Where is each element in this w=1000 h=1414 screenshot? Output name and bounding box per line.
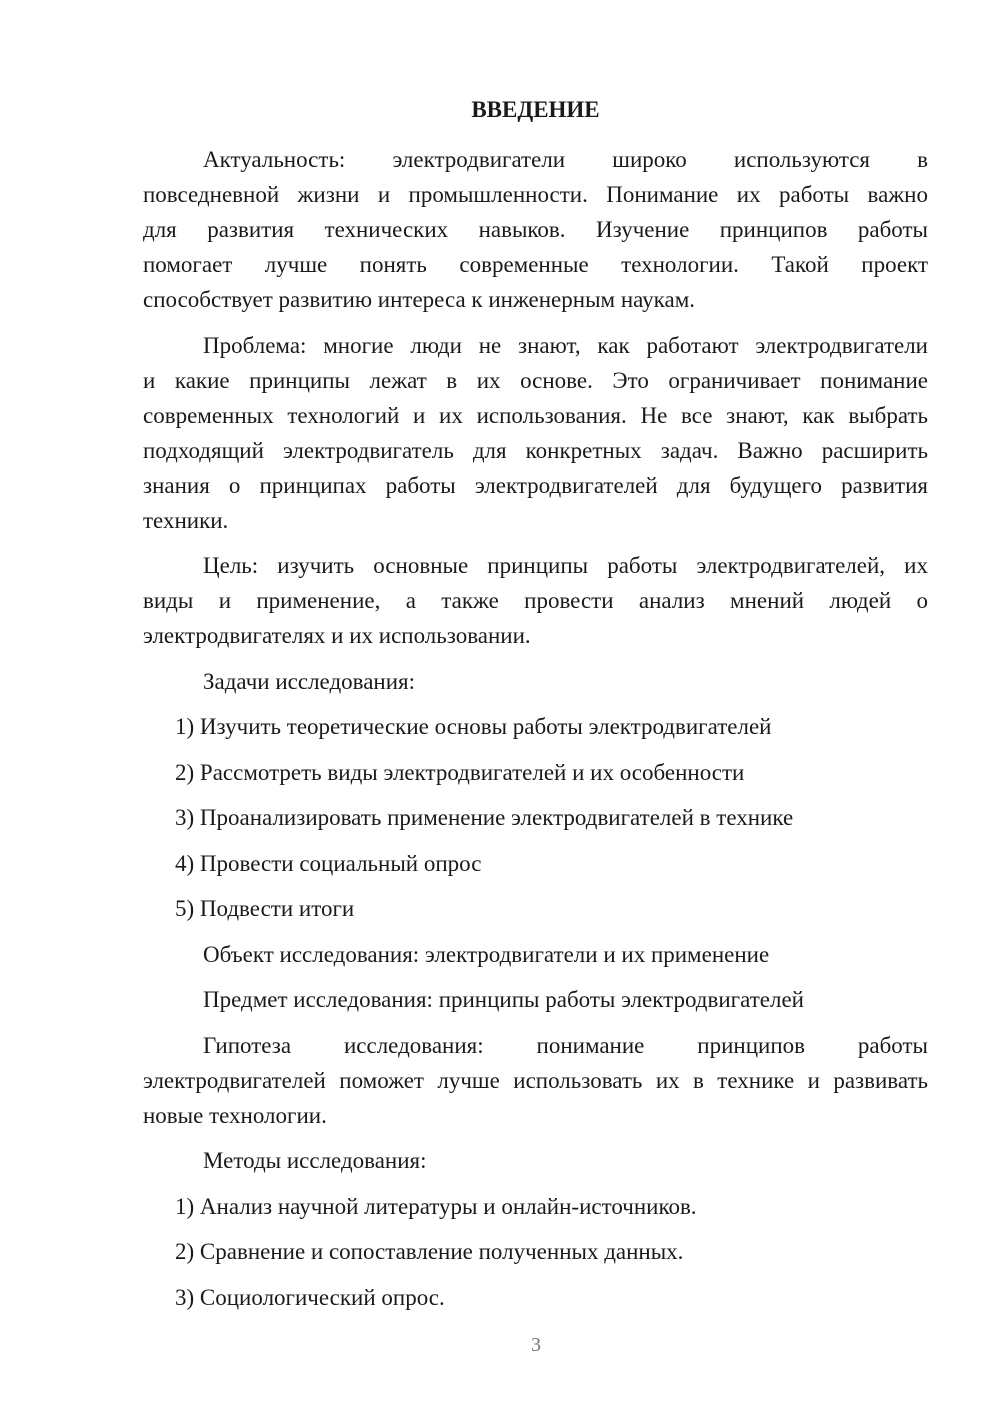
page-number: 3 <box>531 1334 541 1356</box>
hypothesis-paragraph <box>143 1028 928 1133</box>
text-line: новые технологии. <box>143 1102 327 1128</box>
text-line: виды и применение, а также провести анализ мнений людей о <box>143 588 928 613</box>
method-item: 1) Анализ научной литературы и онлайн-источников. <box>175 1193 697 1219</box>
text-line: для развития технических навыков. Изучение принципов работы <box>143 217 928 242</box>
task-item: 5) Подвести итоги <box>175 896 355 921</box>
text-line: Проблема: многие люди не знают, как работают электродвигатели <box>203 332 928 358</box>
section-title: ВВЕДЕНИЕ <box>471 97 600 122</box>
task-item: 3) Проанализировать применение электродвигателей в технике <box>175 805 794 830</box>
methods-heading: Методы исследования: <box>203 1148 427 1173</box>
text-line: Цель: изучить основные принципы работы электродвигателей, их <box>203 553 928 578</box>
text-line: способствует развитию интереса к инженерным наукам. <box>143 287 696 312</box>
text-line: электродвигателей поможет лучше использовать их в технике и развивать <box>143 1067 928 1093</box>
relevance-paragraph <box>143 142 928 317</box>
text-line: и какие принципы лежат в их основе. Это ограничивает понимание <box>143 367 928 393</box>
goal-paragraph <box>143 548 928 653</box>
task-item: 2) Рассмотреть виды электродвигателей и их особенности <box>175 759 745 785</box>
text-line: техники. <box>143 507 229 533</box>
tasks-heading: Задачи исследования: <box>203 668 416 694</box>
text-line: современных технологий и их использования. Не все знают, как выбрать <box>143 402 928 428</box>
method-item: 2) Сравнение и сопоставление полученных данных. <box>175 1239 684 1264</box>
research-subject: Предмет исследования: принципы работы электродвигателей <box>203 987 804 1012</box>
research-object: Объект исследования: электродвигатели и их применение <box>203 941 770 967</box>
method-item: 3) Социологический опрос. <box>175 1284 445 1310</box>
text-line: подходящий электродвигатель для конкретных задач. Важно расширить <box>143 437 928 463</box>
text-line: Гипотеза исследования: понимание принципов работы <box>203 1032 928 1058</box>
problem-paragraph <box>143 328 928 538</box>
text-line: помогает лучше понять современные технологии. Такой проект <box>143 252 928 277</box>
task-item: 1) Изучить теоретические основы работы электродвигателей <box>175 714 772 739</box>
document-page <box>143 92 928 1325</box>
task-item: 4) Провести социальный опрос <box>175 850 482 876</box>
text-line: знания о принципах работы электродвигателей для будущего развития <box>143 472 928 498</box>
text-line: Актуальность: электродвигатели широко используются в <box>203 147 928 172</box>
text-line: электродвигателях и их использовании. <box>143 623 531 648</box>
text-line: повседневной жизни и промышленности. Понимание их работы важно <box>143 182 928 207</box>
